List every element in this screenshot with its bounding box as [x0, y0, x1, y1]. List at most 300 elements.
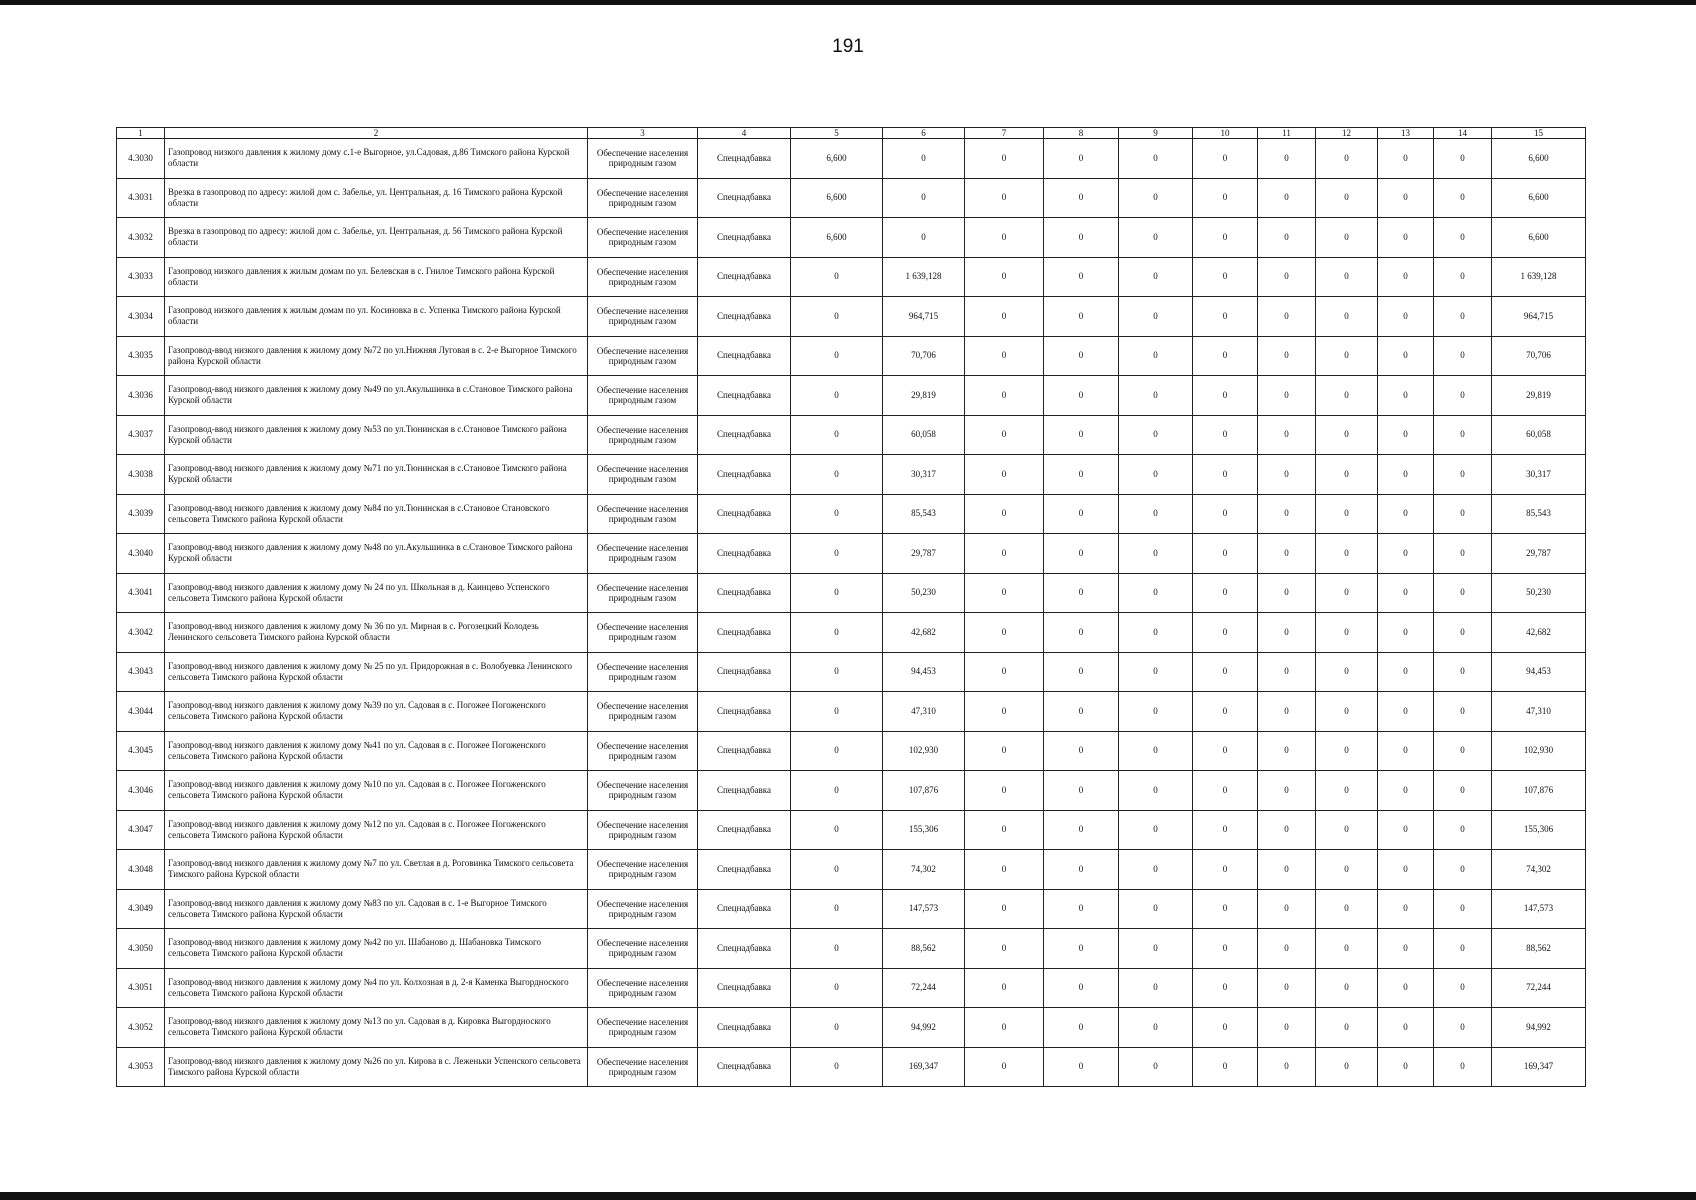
- value-cell-col14: 0: [1434, 455, 1492, 495]
- value-cell-col10: 0: [1193, 850, 1258, 890]
- value-cell-col5: 0: [791, 652, 883, 692]
- scan-border-bottom: [0, 1192, 1696, 1200]
- value-cell-col7: 0: [965, 613, 1044, 653]
- value-cell-col8: 0: [1044, 218, 1119, 258]
- object-name-cell: Газопровод-ввод низкого давления к жилому дому № 36 по ул. Мирная в с. Рогозецкий Колодезь Ленинского сельсовета Тимского района Курской области: [165, 613, 588, 653]
- row-number-cell: 4.3041: [117, 573, 165, 613]
- value-cell-col10: 0: [1193, 573, 1258, 613]
- value-cell-col5: 0: [791, 692, 883, 732]
- value-cell-col14: 0: [1434, 968, 1492, 1008]
- object-name-cell: Газопровод-ввод низкого давления к жилому дому №84 по ул.Тюнинская в с.Становое Становского сельсовета Тимского района Курской области: [165, 494, 588, 534]
- value-cell-col10: 0: [1193, 218, 1258, 258]
- value-cell-col8: 0: [1044, 494, 1119, 534]
- purpose-cell: Обеспечение населения природным газом: [588, 139, 698, 179]
- value-cell-col11: 0: [1258, 336, 1316, 376]
- column-number: 14: [1434, 128, 1492, 139]
- value-cell-col8: 0: [1044, 810, 1119, 850]
- purpose-cell: Обеспечение населения природным газом: [588, 415, 698, 455]
- value-cell-col12: 0: [1316, 534, 1378, 574]
- value-cell-col7: 0: [965, 968, 1044, 1008]
- funding-source-cell: Спецнадбавка: [698, 850, 791, 890]
- value-cell-col5: 0: [791, 415, 883, 455]
- value-cell-col13: 0: [1378, 218, 1434, 258]
- row-number-cell: 4.3045: [117, 731, 165, 771]
- table-row: [117, 455, 1586, 495]
- row-number-cell: 4.3033: [117, 257, 165, 297]
- value-cell-col11: 0: [1258, 376, 1316, 416]
- value-cell-col6: 29,819: [883, 376, 965, 416]
- object-name-cell: Газопровод-ввод низкого давления к жилому дому №71 по ул.Тюнинская в с.Становое Тимского района Курской области: [165, 455, 588, 495]
- value-cell-col11: 0: [1258, 218, 1316, 258]
- value-cell-col10: 0: [1193, 376, 1258, 416]
- column-number: 6: [883, 128, 965, 139]
- funding-source-cell: Спецнадбавка: [698, 1008, 791, 1048]
- value-cell-col13: 0: [1378, 336, 1434, 376]
- row-number-cell: 4.3037: [117, 415, 165, 455]
- value-cell-col14: 0: [1434, 494, 1492, 534]
- value-cell-col5: 6,600: [791, 218, 883, 258]
- object-name-cell: Газопровод-ввод низкого давления к жилому дому №12 по ул. Садовая в с. Погожее Погоженского сельсовета Тимского района Курской области: [165, 810, 588, 850]
- value-cell-col6: 42,682: [883, 613, 965, 653]
- table-row: [117, 415, 1586, 455]
- purpose-cell: Обеспечение населения природным газом: [588, 534, 698, 574]
- value-cell-col8: 0: [1044, 455, 1119, 495]
- value-cell-col11: 0: [1258, 613, 1316, 653]
- value-cell-col10: 0: [1193, 415, 1258, 455]
- value-cell-col9: 0: [1119, 376, 1193, 416]
- value-cell-col10: 0: [1193, 652, 1258, 692]
- row-number-cell: 4.3035: [117, 336, 165, 376]
- table-row: [117, 652, 1586, 692]
- value-cell-col9: 0: [1119, 889, 1193, 929]
- value-cell-col12: 0: [1316, 731, 1378, 771]
- object-name-cell: Газопровод-ввод низкого давления к жилому дому №10 по ул. Садовая в с. Погожее Погоженского сельсовета Тимского района Курской области: [165, 771, 588, 811]
- value-cell-col7: 0: [965, 771, 1044, 811]
- value-cell-col9: 0: [1119, 652, 1193, 692]
- total-value-cell: 107,876: [1492, 771, 1586, 811]
- purpose-cell: Обеспечение населения природным газом: [588, 968, 698, 1008]
- value-cell-col13: 0: [1378, 1008, 1434, 1048]
- row-number-cell: 4.3049: [117, 889, 165, 929]
- value-cell-col6: 0: [883, 218, 965, 258]
- value-cell-col7: 0: [965, 336, 1044, 376]
- value-cell-col5: 0: [791, 297, 883, 337]
- value-cell-col9: 0: [1119, 850, 1193, 890]
- table-row: [117, 929, 1586, 969]
- value-cell-col8: 0: [1044, 1047, 1119, 1087]
- value-cell-col5: 0: [791, 494, 883, 534]
- value-cell-col6: 74,302: [883, 850, 965, 890]
- value-cell-col6: 30,317: [883, 455, 965, 495]
- value-cell-col12: 0: [1316, 455, 1378, 495]
- funding-source-cell: Спецнадбавка: [698, 613, 791, 653]
- row-number-cell: 4.3038: [117, 455, 165, 495]
- purpose-cell: Обеспечение населения природным газом: [588, 494, 698, 534]
- value-cell-col12: 0: [1316, 376, 1378, 416]
- value-cell-col6: 88,562: [883, 929, 965, 969]
- value-cell-col11: 0: [1258, 1047, 1316, 1087]
- value-cell-col7: 0: [965, 218, 1044, 258]
- funding-source-cell: Спецнадбавка: [698, 218, 791, 258]
- value-cell-col8: 0: [1044, 139, 1119, 179]
- total-value-cell: 6,600: [1492, 139, 1586, 179]
- object-name-cell: Газопровод низкого давления к жилым домам по ул. Белевская в с. Гнилое Тимского района Курской области: [165, 257, 588, 297]
- value-cell-col10: 0: [1193, 297, 1258, 337]
- value-cell-col14: 0: [1434, 652, 1492, 692]
- value-cell-col12: 0: [1316, 613, 1378, 653]
- value-cell-col5: 0: [791, 1047, 883, 1087]
- total-value-cell: 29,787: [1492, 534, 1586, 574]
- value-cell-col9: 0: [1119, 415, 1193, 455]
- total-value-cell: 964,715: [1492, 297, 1586, 337]
- purpose-cell: Обеспечение населения природным газом: [588, 336, 698, 376]
- value-cell-col11: 0: [1258, 1008, 1316, 1048]
- value-cell-col10: 0: [1193, 692, 1258, 732]
- total-value-cell: 6,600: [1492, 218, 1586, 258]
- row-number-cell: 4.3051: [117, 968, 165, 1008]
- value-cell-col10: 0: [1193, 810, 1258, 850]
- scan-border-top: [0, 0, 1696, 5]
- value-cell-col13: 0: [1378, 178, 1434, 218]
- purpose-cell: Обеспечение населения природным газом: [588, 731, 698, 771]
- value-cell-col13: 0: [1378, 613, 1434, 653]
- table-row: [117, 573, 1586, 613]
- funding-source-cell: Спецнадбавка: [698, 968, 791, 1008]
- value-cell-col9: 0: [1119, 613, 1193, 653]
- value-cell-col10: 0: [1193, 889, 1258, 929]
- value-cell-col14: 0: [1434, 534, 1492, 574]
- value-cell-col10: 0: [1193, 1047, 1258, 1087]
- value-cell-col8: 0: [1044, 1008, 1119, 1048]
- column-number: 9: [1119, 128, 1193, 139]
- value-cell-col13: 0: [1378, 534, 1434, 574]
- value-cell-col12: 0: [1316, 968, 1378, 1008]
- table-row: [117, 494, 1586, 534]
- value-cell-col6: 29,787: [883, 534, 965, 574]
- value-cell-col8: 0: [1044, 297, 1119, 337]
- value-cell-col11: 0: [1258, 178, 1316, 218]
- value-cell-col14: 0: [1434, 178, 1492, 218]
- value-cell-col14: 0: [1434, 376, 1492, 416]
- funding-source-cell: Спецнадбавка: [698, 652, 791, 692]
- value-cell-col7: 0: [965, 692, 1044, 732]
- table-row: [117, 139, 1586, 179]
- value-cell-col7: 0: [965, 139, 1044, 179]
- value-cell-col5: 0: [791, 968, 883, 1008]
- purpose-cell: Обеспечение населения природным газом: [588, 929, 698, 969]
- row-number-cell: 4.3053: [117, 1047, 165, 1087]
- value-cell-col12: 0: [1316, 218, 1378, 258]
- object-name-cell: Газопровод-ввод низкого давления к жилому дому №42 по ул. Шабаново д. Шабановка Тимского сельсовета Тимского района Курской области: [165, 929, 588, 969]
- value-cell-col12: 0: [1316, 850, 1378, 890]
- table-row: [117, 1008, 1586, 1048]
- value-cell-col14: 0: [1434, 692, 1492, 732]
- object-name-cell: Газопровод-ввод низкого давления к жилому дому №48 по ул.Акульшинка в с.Становое Тимского района Курской области: [165, 534, 588, 574]
- column-number: 8: [1044, 128, 1119, 139]
- value-cell-col10: 0: [1193, 968, 1258, 1008]
- column-number: 10: [1193, 128, 1258, 139]
- value-cell-col11: 0: [1258, 731, 1316, 771]
- value-cell-col7: 0: [965, 455, 1044, 495]
- value-cell-col5: 0: [791, 889, 883, 929]
- value-cell-col8: 0: [1044, 257, 1119, 297]
- object-name-cell: Газопровод-ввод низкого давления к жилому дому №53 по ул.Тюнинская в с.Становое Тимского района Курской области: [165, 415, 588, 455]
- value-cell-col14: 0: [1434, 257, 1492, 297]
- row-number-cell: 4.3042: [117, 613, 165, 653]
- value-cell-col13: 0: [1378, 376, 1434, 416]
- value-cell-col12: 0: [1316, 178, 1378, 218]
- value-cell-col11: 0: [1258, 257, 1316, 297]
- object-name-cell: Газопровод-ввод низкого давления к жилому дому № 25 по ул. Придорожная в с. Волобуевка Ленинского сельсовета Тимского района Курской области: [165, 652, 588, 692]
- value-cell-col9: 0: [1119, 1047, 1193, 1087]
- value-cell-col13: 0: [1378, 889, 1434, 929]
- purpose-cell: Обеспечение населения природным газом: [588, 613, 698, 653]
- value-cell-col14: 0: [1434, 810, 1492, 850]
- total-value-cell: 85,543: [1492, 494, 1586, 534]
- value-cell-col12: 0: [1316, 810, 1378, 850]
- funding-source-cell: Спецнадбавка: [698, 257, 791, 297]
- value-cell-col6: 70,706: [883, 336, 965, 376]
- funding-source-cell: Спецнадбавка: [698, 573, 791, 613]
- table-row: [117, 771, 1586, 811]
- funding-source-cell: Спецнадбавка: [698, 336, 791, 376]
- table-row: [117, 336, 1586, 376]
- value-cell-col11: 0: [1258, 297, 1316, 337]
- value-cell-col11: 0: [1258, 889, 1316, 929]
- purpose-cell: Обеспечение населения природным газом: [588, 455, 698, 495]
- column-number: 13: [1378, 128, 1434, 139]
- total-value-cell: 169,347: [1492, 1047, 1586, 1087]
- total-value-cell: 6,600: [1492, 178, 1586, 218]
- value-cell-col11: 0: [1258, 573, 1316, 613]
- purpose-cell: Обеспечение населения природным газом: [588, 297, 698, 337]
- value-cell-col13: 0: [1378, 810, 1434, 850]
- value-cell-col13: 0: [1378, 771, 1434, 811]
- purpose-cell: Обеспечение населения природным газом: [588, 573, 698, 613]
- value-cell-col13: 0: [1378, 257, 1434, 297]
- value-cell-col13: 0: [1378, 731, 1434, 771]
- value-cell-col8: 0: [1044, 731, 1119, 771]
- object-name-cell: Газопровод-ввод низкого давления к жилому дому №72 по ул.Нижняя Луговая в с. 2-е Выгорное Тимского района Курской области: [165, 336, 588, 376]
- table-row: [117, 613, 1586, 653]
- column-number: 4: [698, 128, 791, 139]
- value-cell-col12: 0: [1316, 573, 1378, 613]
- value-cell-col10: 0: [1193, 455, 1258, 495]
- value-cell-col7: 0: [965, 494, 1044, 534]
- object-name-cell: Газопровод-ввод низкого давления к жилому дому №41 по ул. Садовая в с. Погожее Погоженского сельсовета Тимского района Курской области: [165, 731, 588, 771]
- value-cell-col13: 0: [1378, 692, 1434, 732]
- value-cell-col8: 0: [1044, 178, 1119, 218]
- table-row: [117, 297, 1586, 337]
- value-cell-col11: 0: [1258, 771, 1316, 811]
- funding-source-cell: Спецнадбавка: [698, 376, 791, 416]
- total-value-cell: 42,682: [1492, 613, 1586, 653]
- value-cell-col6: 964,715: [883, 297, 965, 337]
- value-cell-col9: 0: [1119, 534, 1193, 574]
- table-row: [117, 889, 1586, 929]
- value-cell-col14: 0: [1434, 889, 1492, 929]
- table-body: [117, 139, 1586, 1087]
- purpose-cell: Обеспечение населения природным газом: [588, 771, 698, 811]
- value-cell-col8: 0: [1044, 771, 1119, 811]
- investment-registry-table: [116, 127, 1586, 1087]
- value-cell-col7: 0: [965, 652, 1044, 692]
- value-cell-col6: 94,992: [883, 1008, 965, 1048]
- row-number-cell: 4.3052: [117, 1008, 165, 1048]
- total-value-cell: 60,058: [1492, 415, 1586, 455]
- table-row: [117, 376, 1586, 416]
- value-cell-col13: 0: [1378, 850, 1434, 890]
- value-cell-col7: 0: [965, 573, 1044, 613]
- value-cell-col8: 0: [1044, 573, 1119, 613]
- value-cell-col14: 0: [1434, 731, 1492, 771]
- purpose-cell: Обеспечение населения природным газом: [588, 1047, 698, 1087]
- value-cell-col9: 0: [1119, 218, 1193, 258]
- table-row: [117, 968, 1586, 1008]
- funding-source-cell: Спецнадбавка: [698, 889, 791, 929]
- value-cell-col7: 0: [965, 1047, 1044, 1087]
- value-cell-col5: 0: [791, 336, 883, 376]
- row-number-cell: 4.3044: [117, 692, 165, 732]
- column-number: 12: [1316, 128, 1378, 139]
- value-cell-col9: 0: [1119, 139, 1193, 179]
- funding-source-cell: Спецнадбавка: [698, 692, 791, 732]
- row-number-cell: 4.3048: [117, 850, 165, 890]
- value-cell-col6: 102,930: [883, 731, 965, 771]
- table-row: [117, 534, 1586, 574]
- value-cell-col6: 85,543: [883, 494, 965, 534]
- value-cell-col11: 0: [1258, 534, 1316, 574]
- purpose-cell: Обеспечение населения природным газом: [588, 218, 698, 258]
- value-cell-col9: 0: [1119, 455, 1193, 495]
- value-cell-col10: 0: [1193, 336, 1258, 376]
- object-name-cell: Газопровод-ввод низкого давления к жилому дому №39 по ул. Садовая в с. Погожее Погоженского сельсовета Тимского района Курской области: [165, 692, 588, 732]
- object-name-cell: Газопровод низкого давления к жилым домам по ул. Косиновка в с. Успенка Тимского района Курской области: [165, 297, 588, 337]
- value-cell-col7: 0: [965, 257, 1044, 297]
- value-cell-col12: 0: [1316, 415, 1378, 455]
- value-cell-col11: 0: [1258, 929, 1316, 969]
- value-cell-col7: 0: [965, 929, 1044, 969]
- object-name-cell: Газопровод-ввод низкого давления к жилому дому №13 по ул. Садовая в д. Кировка Выгордноского сельсовета Тимского района Курской области: [165, 1008, 588, 1048]
- column-number-row: [117, 128, 1586, 139]
- row-number-cell: 4.3036: [117, 376, 165, 416]
- value-cell-col10: 0: [1193, 257, 1258, 297]
- value-cell-col13: 0: [1378, 1047, 1434, 1087]
- table-row: [117, 731, 1586, 771]
- value-cell-col10: 0: [1193, 178, 1258, 218]
- value-cell-col8: 0: [1044, 613, 1119, 653]
- value-cell-col14: 0: [1434, 613, 1492, 653]
- column-number: 5: [791, 128, 883, 139]
- value-cell-col9: 0: [1119, 573, 1193, 613]
- value-cell-col8: 0: [1044, 376, 1119, 416]
- value-cell-col10: 0: [1193, 771, 1258, 811]
- total-value-cell: 50,230: [1492, 573, 1586, 613]
- value-cell-col7: 0: [965, 376, 1044, 416]
- value-cell-col7: 0: [965, 297, 1044, 337]
- row-number-cell: 4.3047: [117, 810, 165, 850]
- value-cell-col7: 0: [965, 731, 1044, 771]
- purpose-cell: Обеспечение населения природным газом: [588, 178, 698, 218]
- value-cell-col11: 0: [1258, 415, 1316, 455]
- value-cell-col9: 0: [1119, 771, 1193, 811]
- total-value-cell: 74,302: [1492, 850, 1586, 890]
- purpose-cell: Обеспечение населения природным газом: [588, 692, 698, 732]
- value-cell-col5: 0: [791, 534, 883, 574]
- total-value-cell: 47,310: [1492, 692, 1586, 732]
- table-row: [117, 692, 1586, 732]
- value-cell-col13: 0: [1378, 929, 1434, 969]
- object-name-cell: Газопровод-ввод низкого давления к жилому дому № 24 по ул. Школьная в д. Каинцево Успенского сельсовета Тимского района Курской области: [165, 573, 588, 613]
- page-number: 191: [832, 36, 864, 57]
- value-cell-col13: 0: [1378, 652, 1434, 692]
- value-cell-col9: 0: [1119, 968, 1193, 1008]
- purpose-cell: Обеспечение населения природным газом: [588, 376, 698, 416]
- total-value-cell: 94,992: [1492, 1008, 1586, 1048]
- total-value-cell: 1 639,128: [1492, 257, 1586, 297]
- column-number: 2: [165, 128, 588, 139]
- purpose-cell: Обеспечение населения природным газом: [588, 889, 698, 929]
- value-cell-col6: 60,058: [883, 415, 965, 455]
- total-value-cell: 155,306: [1492, 810, 1586, 850]
- value-cell-col7: 0: [965, 178, 1044, 218]
- value-cell-col13: 0: [1378, 455, 1434, 495]
- value-cell-col6: 147,573: [883, 889, 965, 929]
- value-cell-col5: 0: [791, 257, 883, 297]
- value-cell-col14: 0: [1434, 850, 1492, 890]
- value-cell-col11: 0: [1258, 810, 1316, 850]
- purpose-cell: Обеспечение населения природным газом: [588, 257, 698, 297]
- funding-source-cell: Спецнадбавка: [698, 494, 791, 534]
- value-cell-col8: 0: [1044, 336, 1119, 376]
- value-cell-col5: 0: [791, 771, 883, 811]
- value-cell-col8: 0: [1044, 692, 1119, 732]
- row-number-cell: 4.3043: [117, 652, 165, 692]
- value-cell-col13: 0: [1378, 297, 1434, 337]
- object-name-cell: Врезка в газопровод по адресу: жилой дом с. Забелье, ул. Центральная, д. 16 Тимского района Курской области: [165, 178, 588, 218]
- object-name-cell: Газопровод-ввод низкого давления к жилому дому №49 по ул.Акульшинка в с.Становое Тимского района Курской области: [165, 376, 588, 416]
- value-cell-col10: 0: [1193, 929, 1258, 969]
- value-cell-col10: 0: [1193, 613, 1258, 653]
- value-cell-col9: 0: [1119, 257, 1193, 297]
- value-cell-col9: 0: [1119, 178, 1193, 218]
- value-cell-col14: 0: [1434, 1047, 1492, 1087]
- value-cell-col12: 0: [1316, 929, 1378, 969]
- total-value-cell: 30,317: [1492, 455, 1586, 495]
- row-number-cell: 4.3046: [117, 771, 165, 811]
- value-cell-col6: 0: [883, 139, 965, 179]
- value-cell-col6: 50,230: [883, 573, 965, 613]
- value-cell-col14: 0: [1434, 771, 1492, 811]
- value-cell-col14: 0: [1434, 1008, 1492, 1048]
- value-cell-col12: 0: [1316, 652, 1378, 692]
- value-cell-col5: 0: [791, 455, 883, 495]
- value-cell-col9: 0: [1119, 494, 1193, 534]
- value-cell-col12: 0: [1316, 494, 1378, 534]
- value-cell-col11: 0: [1258, 652, 1316, 692]
- total-value-cell: 88,562: [1492, 929, 1586, 969]
- value-cell-col5: 0: [791, 731, 883, 771]
- purpose-cell: Обеспечение населения природным газом: [588, 1008, 698, 1048]
- value-cell-col9: 0: [1119, 297, 1193, 337]
- value-cell-col13: 0: [1378, 573, 1434, 613]
- value-cell-col5: 0: [791, 810, 883, 850]
- value-cell-col10: 0: [1193, 1008, 1258, 1048]
- value-cell-col7: 0: [965, 850, 1044, 890]
- column-number: 7: [965, 128, 1044, 139]
- value-cell-col8: 0: [1044, 929, 1119, 969]
- row-number-cell: 4.3032: [117, 218, 165, 258]
